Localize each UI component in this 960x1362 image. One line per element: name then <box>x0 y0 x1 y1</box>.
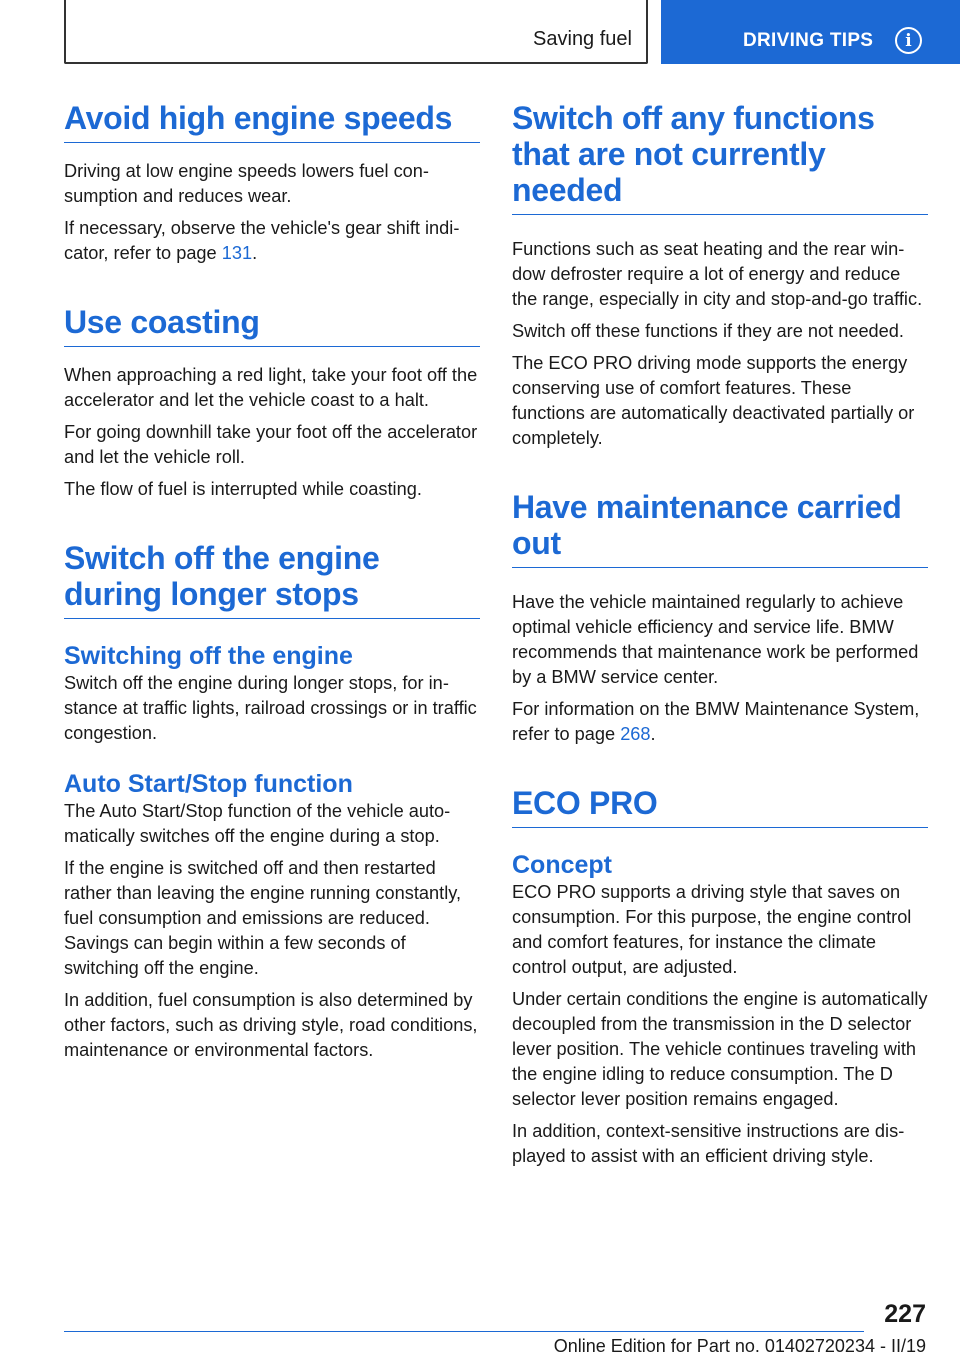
paragraph: If the engine is switched off and then restarted rather than leaving the engine running constantly, fuel consumption and emissions are reduced. Savings can begin within a few seconds of switching off the engine. <box>64 858 462 978</box>
paragraph: Switch off the engine during longer stops, for instance at traffic lights, railroad crossings or in traffic congestion. <box>64 673 477 743</box>
left-column <box>64 100 480 1070</box>
paragraph: The ECO PRO driving mode supports the energy conserving use of comfort features. These functions are automatically deactivated partially or completely. <box>512 353 915 448</box>
paragraph: The flow of fuel is interrupted while coasting. <box>64 479 422 499</box>
paragraph-text: For information on the BMW Maintenance System, refer to page <box>512 699 920 744</box>
subheading-concept: Concept <box>512 851 612 879</box>
paragraph: For going downhill take your foot off the accelerator and let the vehicle roll. <box>64 422 478 467</box>
heading-use-coasting: Use coasting <box>64 304 480 347</box>
paragraph-text: . <box>252 243 258 263</box>
header-chapter-tab[interactable] <box>661 0 960 64</box>
paragraph <box>64 216 480 266</box>
heading-switch-off-engine: Switch off the engine during longer stops <box>64 540 480 619</box>
header-section-box <box>64 0 648 64</box>
paragraph: Functions such as seat heating and the rear window defroster require a lot of energy and reduce the range, especially in city and stop-and-go traffic. <box>512 239 923 309</box>
paragraph <box>512 697 928 747</box>
header-section-title: Saving fuel <box>533 28 632 50</box>
paragraph: Have the vehicle maintained regularly to achieve optimal vehicle efficiency and service life. BMW recommends that maintenance work be performed by a BMW service center. <box>512 592 919 687</box>
paragraph: ECO PRO supports a driving style that saves on consumption. For this purpose, the engine control and comfort features, for instance the climate control output, are adjusted. <box>512 882 912 977</box>
paragraph: Switch off these functions if they are not needed. <box>512 321 904 341</box>
subheading-auto-start-stop: Auto Start/Stop function <box>64 770 353 798</box>
info-icon[interactable]: i <box>895 27 922 54</box>
heading-switch-off-functions: Switch off any functions that are not currently needed <box>512 100 928 215</box>
paragraph: The Auto Start/Stop function of the vehicle automatically switches off the engine during a stop. <box>64 801 451 846</box>
page-link-268[interactable]: 268 <box>620 724 651 744</box>
page-number: 227 <box>884 1300 926 1328</box>
heading-eco-pro: ECO PRO <box>512 785 928 828</box>
paragraph: In addition, fuel consumption is also determined by other factors, such as driving style, road conditions, maintenance or environmental factors. <box>64 990 478 1060</box>
paragraph-text: . <box>650 724 656 744</box>
right-column <box>512 100 928 1176</box>
paragraph: In addition, context-sensitive instructions are displayed to assist with an efficient driving style. <box>512 1121 905 1166</box>
footer-edition: Online Edition for Part no. 01402720234 - II/19 <box>553 1336 926 1356</box>
paragraph-text: If necessary, observe the vehicle's gear shift indicator, refer to page <box>64 218 460 263</box>
paragraph: Under certain conditions the engine is automatically decoupled from the transmission in the D selector lever position. The vehicle continues traveling with the engine idling to reduce consumption. The D selector lever position remains engaged. <box>512 989 928 1109</box>
header-chapter-label: DRIVING TIPS <box>743 30 874 51</box>
page-link-131[interactable]: 131 <box>221 243 253 263</box>
heading-avoid-high-engine-speeds: Avoid high engine speeds <box>64 100 480 143</box>
paragraph: Driving at low engine speeds lowers fuel consumption and reduces wear. <box>64 161 429 206</box>
paragraph: When approaching a red light, take your foot off the accelerator and let the vehicle coast to a halt. <box>64 365 478 410</box>
footer-divider <box>64 1331 864 1332</box>
subheading-switching-off-engine: Switching off the engine <box>64 642 353 670</box>
heading-have-maintenance: Have maintenance carried out <box>512 489 928 568</box>
